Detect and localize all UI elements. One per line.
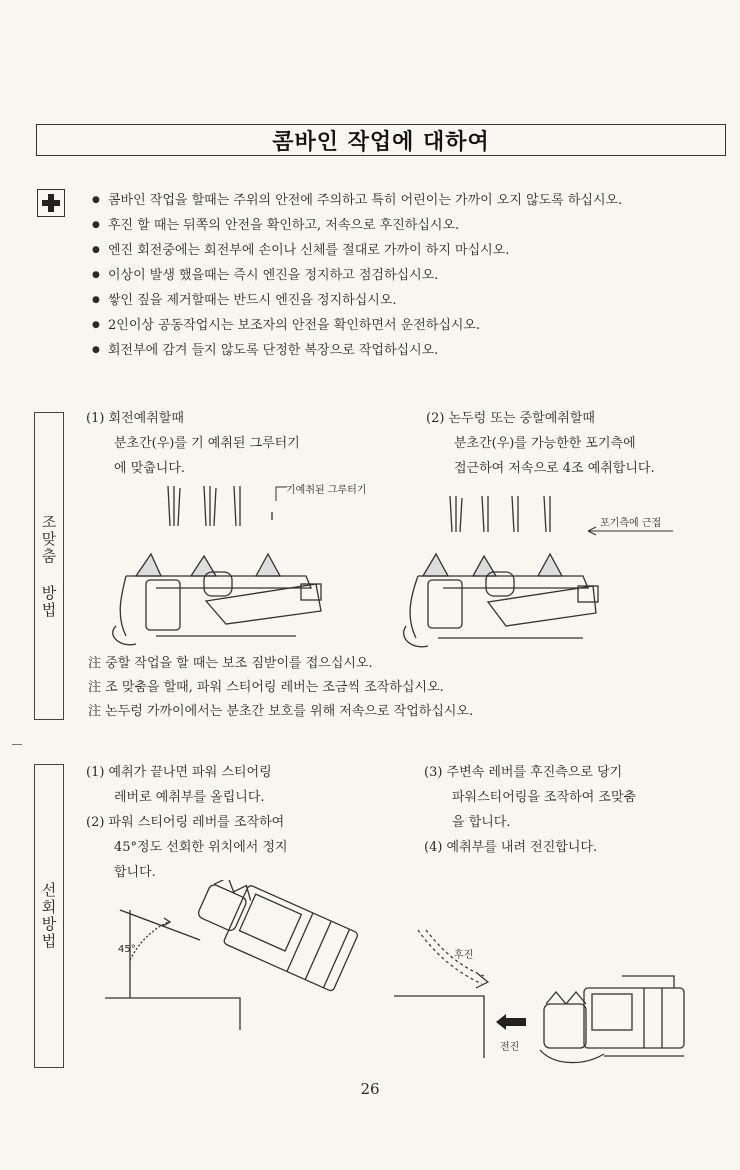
combine-forward-diagram	[534, 970, 694, 1070]
section1-note: 注 조 맞춤을 할때, 파워 스티어링 레버는 조금씩 조작하십시오.	[88, 680, 444, 695]
safety-note: ● 엔진 회전중에는 회전부에 손이나 신체를 절대로 가까이 하지 마십시오.	[88, 238, 718, 263]
section2-step2-a: (2) 파워 스티어링 레버를 조작하여	[86, 815, 285, 830]
section2-step1-b: 레버로 예취부를 올립니다.	[114, 790, 265, 805]
section2-step1-a: (1) 예취가 끝나면 파워 스티어링	[86, 765, 272, 780]
combine-row-alignment-diagram-right	[398, 488, 608, 660]
title-box	[36, 124, 726, 156]
section1-left-heading: (1) 회전예취할때	[86, 411, 184, 426]
section2-step3-a: (3) 주변속 레버를 후진측으로 당기	[424, 765, 623, 780]
section1-right-body-1: 분초간(우)를 가능한한 포기측에	[454, 436, 636, 451]
crop-stalks-icon	[450, 496, 550, 532]
section1-notes	[88, 652, 708, 724]
forward-arrow-icon	[492, 1012, 528, 1032]
red-cross-icon	[40, 192, 62, 214]
section2-right-text	[424, 760, 724, 860]
section1-side-box	[34, 412, 64, 720]
reverse-label: 후진	[454, 950, 474, 961]
section1-left-text	[86, 406, 406, 481]
section1-note: 注 논두렁 가까이에서는 분초간 보호를 위해 저속으로 작업하십시오.	[88, 704, 474, 719]
margin-tick	[12, 744, 22, 745]
safety-notes-list	[88, 188, 718, 363]
stubble-callout-leader	[274, 486, 288, 502]
near-plant-callout: 포기측에 근접	[600, 518, 662, 529]
reverse-path-arrow-icon	[412, 926, 492, 996]
safety-icon-box	[37, 189, 65, 217]
section2-side-box	[34, 764, 64, 1068]
near-plant-arrow-icon	[584, 526, 674, 536]
page-number: 26	[360, 1080, 380, 1098]
combine-turn-diagram	[100, 880, 390, 1030]
combine-row-alignment-diagram-left	[96, 476, 336, 652]
section1-right-text	[426, 406, 726, 481]
crop-stalks-icon	[168, 486, 240, 526]
stubble-callout: 기예취된 그루터기	[286, 485, 367, 496]
forward-label: 전진	[500, 1042, 520, 1053]
safety-note: ● 쌓인 짚을 제거할때는 반드시 엔진을 정지하십시오.	[88, 288, 718, 313]
section2-step2-c: 합니다.	[114, 865, 156, 880]
ground-edge-line	[394, 990, 494, 1060]
section1-left-body-1: 분초간(우)를 기 예취된 그루터기	[114, 436, 300, 451]
safety-note: ● 이상이 발생 했을때는 즉시 엔진을 정지하고 점검하십시오.	[88, 263, 718, 288]
section2-step3-b: 파워스티어링을 조작하여 조맞춤	[452, 790, 637, 805]
section2-left-text	[86, 760, 406, 885]
safety-note: ● 콤바인 작업을 할때는 주위의 안전에 주의하고 특히 어린이는 가까이 오지 않도록 하십시오.	[88, 188, 718, 213]
safety-note: ● 회전부에 감겨 들지 않도록 단정한 복장으로 작업하십시오.	[88, 338, 718, 363]
section2-step2-b: 45°정도 선회한 위치에서 정지	[114, 840, 288, 855]
section2-step4: (4) 예취부를 내려 전진합니다.	[424, 840, 598, 855]
safety-note: ● 2인이상 공동작업시는 보조자의 안전을 확인하면서 운전하십시오.	[88, 313, 718, 338]
section1-left-body-2: 에 맞춥니다.	[114, 461, 186, 476]
section2-step3-c: 을 합니다.	[452, 815, 511, 830]
section2-side-label: 선회방법	[39, 882, 58, 950]
section1-note: 注 중할 작업을 할 때는 보조 짐받이를 접으십시오.	[88, 656, 373, 671]
section1-right-heading: (2) 논두렁 또는 중할예취할때	[426, 411, 595, 426]
safety-note: ● 후진 할 때는 뒤쪽의 안전을 확인하고, 저속으로 후진하십시오.	[88, 213, 718, 238]
page-title: 콤바인 작업에 대하여	[272, 129, 490, 155]
section1-right-body-2: 접근하여 저속으로 4조 예취합니다.	[454, 461, 655, 476]
angle-label: 45°	[118, 944, 136, 955]
section1-side-label: 조맞춤 방법	[39, 513, 58, 619]
